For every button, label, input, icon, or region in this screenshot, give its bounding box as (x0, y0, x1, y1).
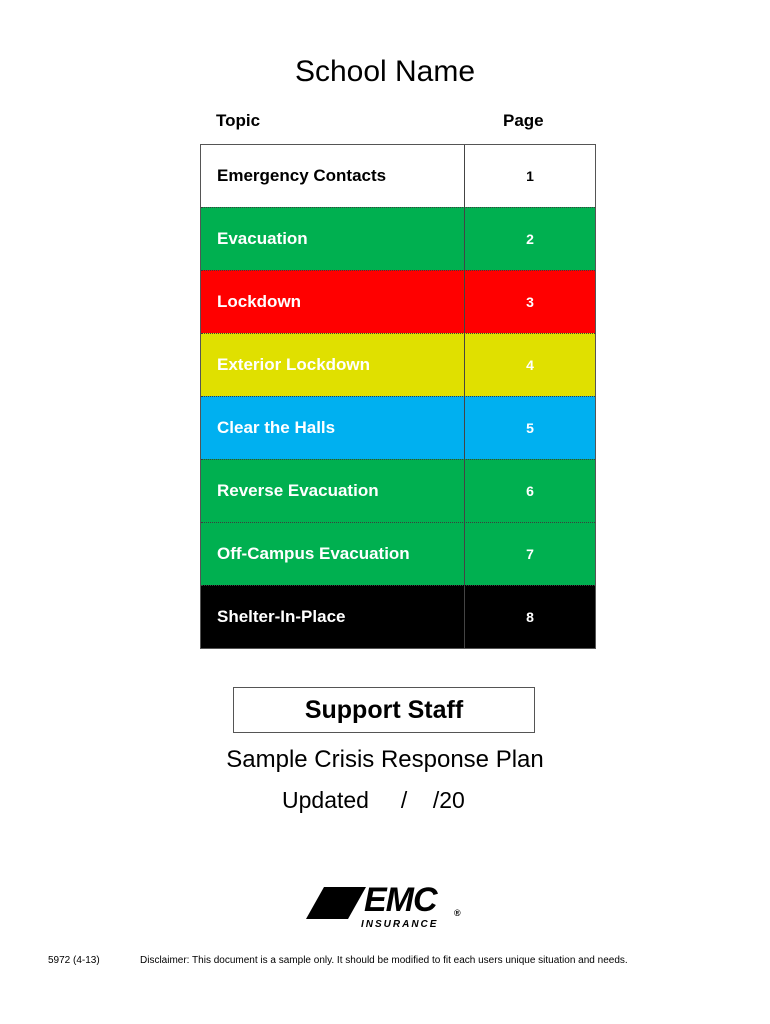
table-row (201, 270, 595, 333)
emc-insurance-logo (306, 881, 466, 932)
page-column-header: Page (503, 111, 544, 130)
table-row (201, 145, 595, 207)
row-page-number: 2 (526, 231, 534, 247)
form-code: 5972 (4-13) (48, 955, 100, 966)
table-row (201, 459, 595, 522)
topic-column-header: Topic (216, 111, 261, 130)
table-row (201, 396, 595, 459)
row-page-number: 3 (526, 294, 534, 310)
row-page-number: 6 (526, 483, 534, 499)
table-row (201, 333, 595, 396)
row-topic: Clear the Halls (201, 397, 465, 459)
row-topic: Shelter-In-Place (201, 586, 465, 648)
table-row (201, 207, 595, 270)
row-page-number: 1 (526, 168, 534, 184)
contents-table (200, 144, 596, 649)
row-topic: Emergency Contacts (201, 145, 465, 207)
row-topic: Evacuation (201, 208, 465, 270)
row-page-number: 5 (526, 420, 534, 436)
row-topic: Lockdown (201, 271, 465, 333)
table-row (201, 585, 595, 648)
school-name-title: School Name (294, 55, 476, 88)
logo-wordmark: EMC (364, 881, 437, 919)
row-page-number: 7 (526, 546, 534, 562)
support-staff-heading: Support Staff (233, 687, 535, 733)
emc-slab-icon (306, 887, 366, 919)
table-row (201, 522, 595, 585)
plan-title: Sample Crisis Response Plan (226, 746, 544, 773)
row-topic: Exterior Lockdown (201, 334, 465, 396)
row-page-number: 4 (526, 357, 534, 373)
row-topic: Off-Campus Evacuation (201, 523, 465, 585)
registered-mark: ® (454, 908, 461, 918)
updated-date-line: Updated / /20 (282, 787, 465, 813)
row-page-number: 8 (526, 609, 534, 625)
logo-subtitle: INSURANCE (361, 919, 439, 930)
disclaimer-text: Disclaimer: This document is a sample only. It should be modified to fit each users unique situation and needs. (140, 955, 628, 966)
row-topic: Reverse Evacuation (201, 460, 465, 522)
